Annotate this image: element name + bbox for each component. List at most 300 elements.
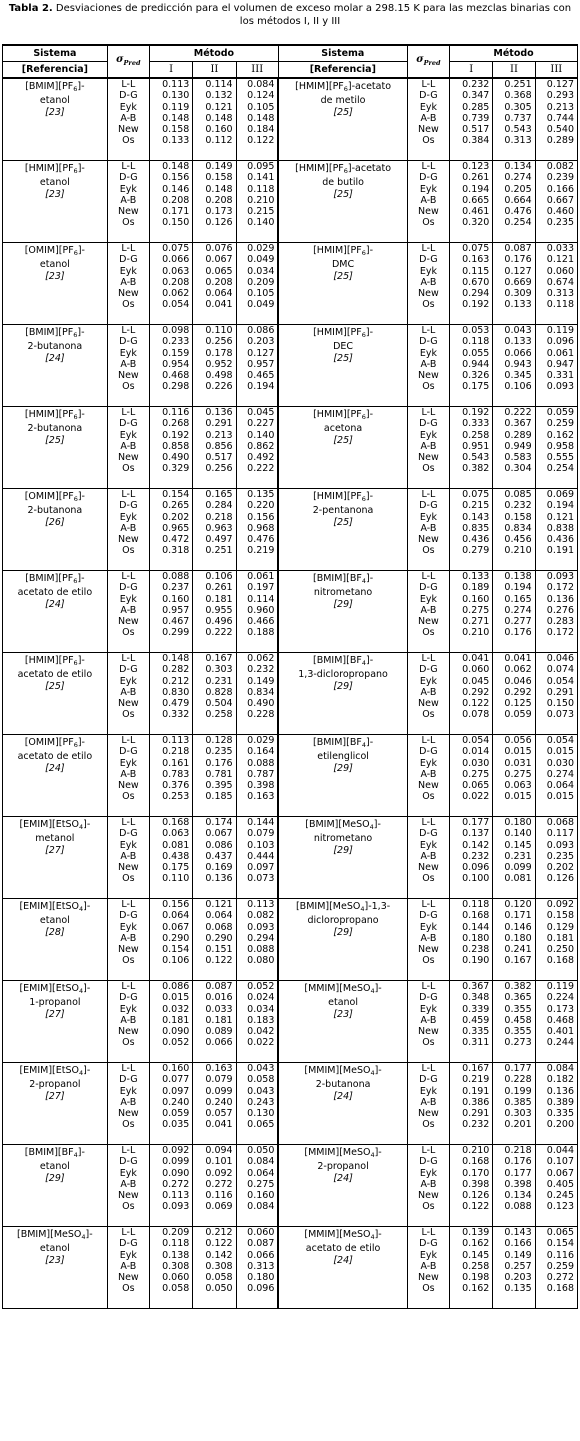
system-name-line2: etanol (39, 95, 70, 107)
method-label: New (117, 862, 139, 874)
deviation-value: 0.022 (462, 791, 490, 803)
reference: [29] (333, 599, 353, 611)
values-cell-method-2 (493, 325, 535, 407)
method-label: New (117, 1026, 139, 1038)
deviation-value: 0.168 (162, 817, 190, 828)
deviation-value: 0.118 (247, 183, 275, 195)
deviation-value: 0.476 (247, 534, 275, 546)
values-cell-method-2 (193, 817, 236, 899)
deviation-value: 0.078 (462, 709, 490, 721)
deviation-value: 0.957 (162, 604, 190, 616)
method-label: Os (422, 1201, 435, 1213)
deviation-value: 0.184 (247, 124, 275, 136)
deviation-value: 0.145 (504, 839, 532, 851)
deviation-value: 0.024 (247, 992, 275, 1004)
deviation-value: 0.303 (205, 664, 233, 676)
system-cell (278, 735, 407, 817)
deviation-value: 0.210 (462, 1145, 490, 1156)
method-label: A-B (420, 932, 437, 944)
reference: [24] (333, 1091, 353, 1103)
deviation-value: 0.335 (546, 1108, 574, 1120)
deviation-value: 0.202 (546, 862, 574, 874)
deviation-value: 0.180 (247, 1272, 275, 1284)
system-name-line1: $[HMIM][PF_6]-$ (313, 327, 374, 339)
deviation-value: 0.154 (162, 944, 190, 956)
values-cell-method-3 (236, 407, 278, 489)
deviation-value: 0.119 (162, 101, 190, 113)
methods-cell (107, 161, 149, 243)
method-label: New (418, 616, 439, 628)
reference: [29] (333, 845, 353, 857)
header-method-II: II (193, 62, 236, 79)
deviation-value: 0.367 (462, 981, 490, 992)
methods-cell (407, 571, 449, 653)
deviation-value: 0.275 (462, 768, 490, 780)
methods-cell (107, 489, 149, 571)
deviation-value: 0.095 (247, 161, 275, 172)
deviation-value: 0.664 (504, 194, 532, 206)
deviation-value: 0.042 (247, 1026, 275, 1038)
deviation-value: 0.183 (247, 1014, 275, 1026)
deviation-value: 0.032 (162, 1003, 190, 1015)
header-metodo-right: Método (450, 45, 578, 62)
deviation-value: 0.067 (205, 828, 233, 840)
reference: [29] (333, 681, 353, 693)
deviation-value: 0.148 (162, 112, 190, 124)
deviation-value: 0.118 (162, 1238, 190, 1250)
deviation-value: 0.175 (462, 381, 490, 393)
values-cell-method-2 (193, 653, 236, 735)
deviation-value: 0.129 (546, 921, 574, 933)
deviation-value: 0.058 (247, 1074, 275, 1086)
deviation-value: 0.172 (546, 627, 574, 639)
deviation-value: 0.156 (162, 172, 190, 184)
deviation-value: 0.079 (247, 828, 275, 840)
reference: [29] (333, 927, 353, 939)
methods-cell (107, 571, 149, 653)
reference: [25] (333, 107, 353, 119)
deviation-value: 0.015 (162, 992, 190, 1004)
deviation-value: 0.093 (247, 921, 275, 933)
deviation-value: 0.968 (247, 522, 275, 534)
deviation-value: 0.174 (205, 817, 233, 828)
deviation-value: 0.232 (462, 79, 490, 90)
deviation-value: 0.355 (504, 1026, 532, 1038)
method-label: New (117, 1272, 139, 1284)
deviation-value: 0.133 (504, 299, 532, 311)
deviation-value: 0.259 (546, 1260, 574, 1272)
values-cell-method-1 (150, 817, 193, 899)
values-cell-method-3 (236, 571, 278, 653)
method-label: L-L (421, 981, 436, 992)
deviation-value: 0.075 (162, 243, 190, 254)
deviation-value: 0.103 (247, 839, 275, 851)
values-cell-method-3 (236, 899, 278, 981)
deviation-value: 0.058 (162, 1283, 190, 1295)
deviation-value: 0.099 (504, 862, 532, 874)
values-cell-method-1 (450, 325, 493, 407)
method-label: Os (422, 709, 435, 721)
deviation-value: 0.222 (504, 407, 532, 418)
deviation-value: 0.289 (504, 429, 532, 441)
deviation-value: 0.148 (162, 161, 190, 172)
deviation-value: 0.156 (162, 899, 190, 910)
method-label: A-B (420, 194, 437, 206)
table-row (3, 653, 578, 735)
deviation-value: 0.194 (546, 500, 574, 512)
system-cell (278, 489, 407, 571)
deviation-value: 0.275 (462, 604, 490, 616)
method-label: Eyk (119, 429, 137, 441)
deviation-value: 0.135 (247, 489, 275, 500)
deviation-value: 0.086 (247, 325, 275, 336)
deviation-value: 0.355 (504, 1003, 532, 1015)
deviation-value: 0.318 (162, 545, 190, 557)
deviation-value: 0.050 (205, 1283, 233, 1295)
deviation-value: 0.274 (504, 172, 532, 184)
deviation-value: 0.065 (205, 265, 233, 277)
system-name-line2: acetato de etilo (305, 1243, 381, 1255)
values-cell-method-3 (236, 817, 278, 899)
table-row (3, 161, 578, 243)
reference: [24] (45, 763, 65, 775)
deviation-value: 0.180 (504, 817, 532, 828)
method-label: A-B (120, 276, 137, 288)
system-cell (278, 899, 407, 981)
method-label: A-B (420, 604, 437, 616)
deviation-value: 0.348 (462, 992, 490, 1004)
deviation-value: 0.208 (205, 194, 233, 206)
deviation-value: 0.098 (162, 325, 190, 336)
deviation-value: 0.781 (205, 768, 233, 780)
deviation-value: 0.044 (546, 1145, 574, 1156)
deviation-value: 0.141 (247, 172, 275, 184)
deviation-value: 0.667 (546, 194, 574, 206)
deviation-value: 0.126 (462, 1190, 490, 1202)
method-label: A-B (420, 1014, 437, 1026)
method-label: Eyk (419, 1085, 437, 1097)
deviation-value: 0.952 (205, 358, 233, 370)
values-cell-method-1 (450, 571, 493, 653)
system-name-line2: 1-propanol (29, 997, 81, 1009)
deviation-value: 0.275 (247, 1178, 275, 1190)
deviation-value: 0.134 (504, 161, 532, 172)
method-label: A-B (120, 440, 137, 452)
deviation-value: 0.067 (205, 254, 233, 266)
reference: [25] (333, 353, 353, 365)
deviation-value: 0.034 (247, 265, 275, 277)
method-label: Eyk (119, 675, 137, 687)
deviation-value: 0.062 (504, 664, 532, 676)
method-label: A-B (420, 112, 437, 124)
deviation-value: 0.456 (504, 534, 532, 546)
deviation-value: 0.062 (162, 288, 190, 300)
deviation-value: 0.382 (504, 981, 532, 992)
deviation-value: 0.035 (162, 1119, 190, 1131)
method-label: D-G (119, 910, 138, 922)
system-name-line1: [EMIM][EtSO$_4$]- (19, 819, 91, 831)
values-cell-method-2 (493, 243, 535, 325)
deviation-value: 0.398 (462, 1178, 490, 1190)
deviation-value: 0.136 (546, 593, 574, 605)
values-cell-method-3 (535, 981, 577, 1063)
deviation-value: 0.149 (205, 161, 233, 172)
deviation-value: 0.233 (162, 336, 190, 348)
system-name-line2: DMC (331, 259, 355, 271)
values-cell-method-3 (535, 1227, 577, 1309)
deviation-value: 0.856 (205, 440, 233, 452)
methods-cell (107, 325, 149, 407)
system-name-line2: 1,3-dicloropropano (298, 669, 388, 681)
deviation-value: 0.438 (162, 850, 190, 862)
deviation-value: 0.210 (504, 545, 532, 557)
deviation-value: 0.122 (462, 1201, 490, 1213)
reference: [26] (45, 517, 65, 529)
deviation-value: 0.163 (462, 254, 490, 266)
method-label: D-G (119, 828, 138, 840)
method-label: D-G (119, 746, 138, 758)
values-cell-method-3 (236, 1227, 278, 1309)
system-cell (3, 899, 108, 981)
system-name-line1: [EMIM][EtSO$_4$]- (19, 1065, 91, 1077)
deviation-value: 0.177 (504, 1063, 532, 1074)
deviation-value: 0.054 (462, 735, 490, 746)
deviation-value: 0.064 (162, 910, 190, 922)
deviation-value: 0.261 (462, 172, 490, 184)
deviation-value: 0.061 (247, 571, 275, 582)
deviation-value: 0.226 (205, 381, 233, 393)
system-name-line1: [EMIM][EtSO$_4$]- (19, 901, 91, 913)
deviation-value: 0.065 (546, 1227, 574, 1238)
deviation-value: 0.838 (546, 522, 574, 534)
deviation-value: 0.150 (546, 698, 574, 710)
deviation-value: 0.243 (247, 1096, 275, 1108)
deviation-value: 0.290 (205, 932, 233, 944)
system-name-line1: [MMIM][MeSO$_4$]- (304, 983, 382, 995)
deviation-value: 0.175 (162, 862, 190, 874)
deviation-value: 0.097 (247, 862, 275, 874)
method-label: Eyk (119, 1249, 137, 1261)
methods-cell (407, 1145, 449, 1227)
values-cell-method-2 (193, 243, 236, 325)
values-cell-method-2 (493, 981, 535, 1063)
values-cell-method-2 (193, 325, 236, 407)
deviation-value: 0.059 (504, 709, 532, 721)
values-cell-method-1 (450, 161, 493, 243)
deviation-value: 0.064 (205, 288, 233, 300)
deviation-value: 0.148 (162, 653, 190, 664)
deviation-value: 0.160 (162, 593, 190, 605)
deviation-value: 0.311 (462, 1037, 490, 1049)
deviation-value: 0.232 (462, 1119, 490, 1131)
deviation-value: 0.498 (205, 370, 233, 382)
values-cell-method-3 (535, 735, 577, 817)
deviation-value: 0.171 (504, 910, 532, 922)
values-cell-method-3 (535, 161, 577, 243)
methods-cell (107, 1145, 149, 1227)
deviation-value: 0.283 (546, 616, 574, 628)
method-label: D-G (419, 418, 438, 430)
system-name-line1: [MMIM][MeSO$_4$]- (304, 1229, 382, 1241)
deviation-value: 0.114 (205, 79, 233, 90)
method-label: New (117, 288, 139, 300)
table-row (3, 78, 578, 161)
system-name-line2: etanol (39, 259, 70, 271)
deviation-value: 0.461 (462, 206, 490, 218)
methods-cell (407, 1063, 449, 1145)
deviation-value: 0.405 (546, 1178, 574, 1190)
method-label: L-L (421, 161, 436, 172)
method-label: New (418, 206, 439, 218)
deviation-value: 0.106 (205, 571, 233, 582)
deviation-value: 0.067 (546, 1167, 574, 1179)
method-label: A-B (120, 1014, 137, 1026)
deviation-value: 0.947 (546, 358, 574, 370)
method-label: L-L (121, 407, 136, 418)
method-label: A-B (120, 522, 137, 534)
method-label: D-G (119, 172, 138, 184)
deviation-value: 0.834 (504, 522, 532, 534)
deviation-value: 0.166 (504, 1238, 532, 1250)
deviation-value: 0.127 (504, 265, 532, 277)
reference: [29] (45, 1173, 65, 1185)
values-cell-method-1 (150, 243, 193, 325)
values-cell-method-1 (150, 1227, 193, 1309)
system-cell (3, 653, 108, 735)
deviation-value: 0.075 (462, 489, 490, 500)
deviation-value: 0.163 (247, 791, 275, 803)
deviation-value: 0.096 (546, 336, 574, 348)
method-label: A-B (420, 276, 437, 288)
deviation-value: 0.308 (162, 1260, 190, 1272)
deviation-value: 0.235 (205, 746, 233, 758)
values-cell-method-2 (493, 1227, 535, 1309)
deviation-value: 0.060 (247, 1227, 275, 1238)
deviation-value: 0.202 (162, 511, 190, 523)
method-label: L-L (421, 817, 436, 828)
deviation-value: 0.963 (205, 522, 233, 534)
deviation-value: 0.099 (205, 1085, 233, 1097)
deviation-value: 0.116 (205, 1190, 233, 1202)
method-label: L-L (421, 243, 436, 254)
deviation-value: 0.168 (462, 910, 490, 922)
deviation-value: 0.497 (205, 534, 233, 546)
deviation-value: 0.015 (504, 791, 532, 803)
method-label: New (117, 124, 139, 136)
method-label: L-L (121, 735, 136, 746)
system-name-line1: $[OMIM][PF_6]-$ (24, 491, 85, 503)
deviation-value: 0.113 (162, 735, 190, 746)
deviation-value: 0.137 (462, 828, 490, 840)
system-name-line1: [EMIM][EtSO$_4$]- (19, 983, 91, 995)
deviation-value: 0.181 (205, 1014, 233, 1026)
deviation-value: 0.068 (546, 817, 574, 828)
deviation-value: 0.086 (205, 839, 233, 851)
deviation-value: 0.168 (546, 955, 574, 967)
system-cell (3, 981, 108, 1063)
values-cell-method-3 (535, 817, 577, 899)
method-label: D-G (419, 254, 438, 266)
reference: [25] (333, 271, 353, 283)
deviation-value: 0.140 (247, 217, 275, 229)
method-label: D-G (419, 336, 438, 348)
deviation-value: 0.224 (546, 992, 574, 1004)
values-cell-method-1 (450, 735, 493, 817)
method-label: A-B (120, 768, 137, 780)
method-label: New (117, 370, 139, 382)
deviation-value: 0.239 (546, 172, 574, 184)
values-cell-method-2 (493, 1145, 535, 1227)
deviation-value: 0.127 (247, 347, 275, 359)
method-label: L-L (421, 325, 436, 336)
deviation-value: 0.158 (205, 172, 233, 184)
deviation-value: 0.256 (205, 463, 233, 475)
deviation-value: 0.965 (162, 522, 190, 534)
deviation-value: 0.146 (162, 183, 190, 195)
deviation-value: 0.665 (462, 194, 490, 206)
method-label: L-L (121, 1227, 136, 1238)
method-label: Os (422, 217, 435, 229)
deviation-value: 0.299 (162, 627, 190, 639)
deviation-value: 0.084 (247, 79, 275, 90)
deviation-value: 0.389 (546, 1096, 574, 1108)
system-name-line2: etanol (39, 915, 70, 927)
deviation-value: 0.112 (205, 135, 233, 147)
values-cell-method-2 (193, 571, 236, 653)
deviation-value: 0.181 (205, 593, 233, 605)
values-cell-method-2 (493, 489, 535, 571)
values-cell-method-3 (236, 1063, 278, 1145)
deviation-value: 0.063 (162, 265, 190, 277)
method-label: A-B (120, 932, 137, 944)
deviation-value: 0.272 (546, 1272, 574, 1284)
deviation-value: 0.289 (546, 135, 574, 147)
system-name-line1: $[HMIM][PF_6]$-acetato (295, 81, 392, 93)
system-name-line2: etanol (39, 177, 70, 189)
deviation-value: 0.059 (162, 1108, 190, 1120)
deviation-value: 0.121 (205, 899, 233, 910)
deviation-value: 0.228 (504, 1074, 532, 1086)
deviation-value: 0.171 (162, 206, 190, 218)
deviation-value: 0.149 (504, 1249, 532, 1261)
deviation-value: 0.298 (162, 381, 190, 393)
deviation-value: 0.060 (546, 265, 574, 277)
table-row (3, 1063, 578, 1145)
deviation-value: 0.015 (504, 746, 532, 758)
system-name-line1: $[HMIM][PF_6]-$ (313, 491, 374, 503)
deviation-value: 0.365 (504, 992, 532, 1004)
deviation-value: 0.517 (462, 124, 490, 136)
method-label: Os (122, 381, 135, 393)
method-label: Eyk (119, 511, 137, 523)
values-cell-method-2 (193, 899, 236, 981)
system-name-line1: $[HMIM][PF_6]$-acetato (295, 163, 392, 175)
method-label: Eyk (119, 101, 137, 113)
method-label: D-G (119, 1238, 138, 1250)
deviation-value: 0.166 (546, 183, 574, 195)
method-label: D-G (119, 1156, 138, 1168)
deviation-value: 0.490 (247, 698, 275, 710)
deviation-value: 0.376 (162, 780, 190, 792)
method-label: New (117, 698, 139, 710)
system-name-line2: acetato de etilo (17, 587, 93, 599)
deviation-value: 0.203 (247, 336, 275, 348)
method-label: Eyk (119, 183, 137, 195)
deviation-value: 0.943 (504, 358, 532, 370)
values-cell-method-3 (236, 489, 278, 571)
deviation-value: 0.099 (162, 1156, 190, 1168)
method-label: D-G (119, 336, 138, 348)
